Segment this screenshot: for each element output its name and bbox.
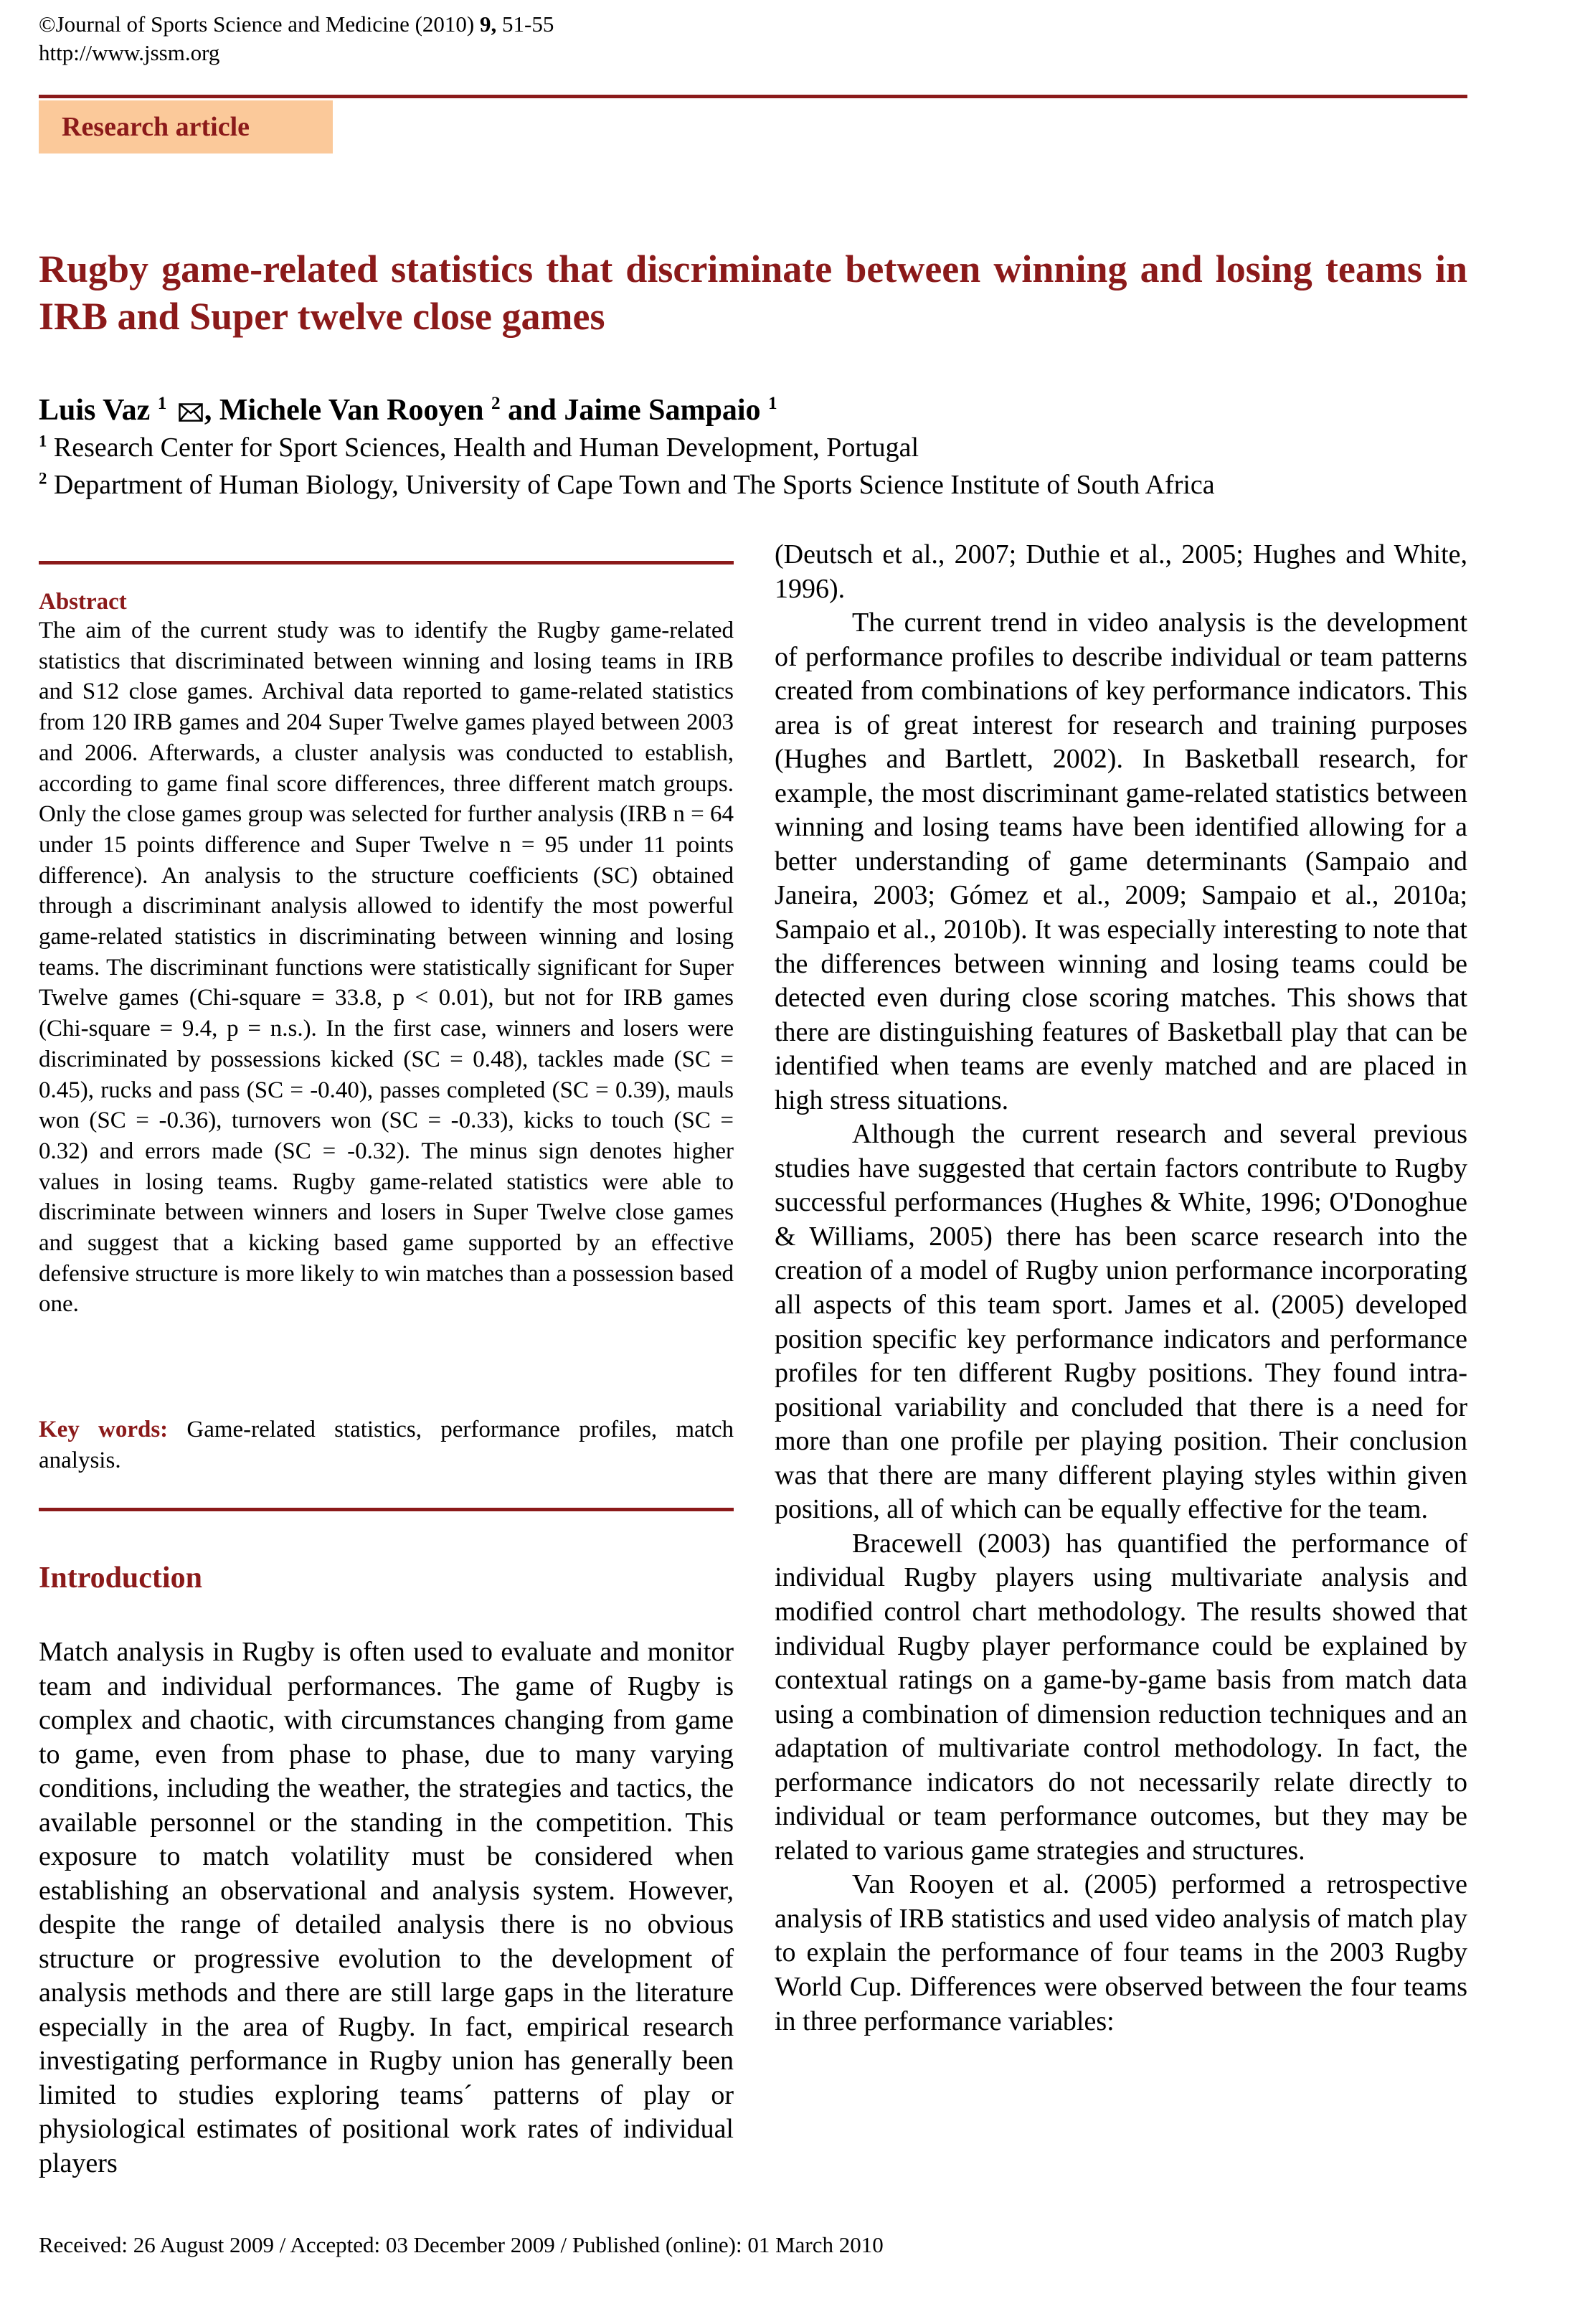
affiliation-number: 1 [39, 432, 47, 450]
article-type-label: Research article [39, 100, 333, 153]
abstract-heading: Abstract [39, 589, 127, 615]
author-affiliation-mark: 1 [157, 394, 167, 413]
journal-pages: 51-55 [502, 11, 554, 37]
affiliation [39, 466, 1215, 504]
abstract-top-divider [39, 561, 734, 565]
author-name: Luis Vaz [39, 394, 151, 427]
affiliation-text: Research Center for Sport Sciences, Health and Human Development, Portugal [53, 433, 919, 463]
affiliation [39, 429, 919, 466]
author-affiliation-mark: 1 [768, 394, 777, 413]
header-divider [39, 95, 1467, 98]
affiliation-number: 2 [39, 469, 47, 488]
author-affiliation-mark: 2 [491, 394, 501, 413]
journal-volume: 9, [480, 11, 497, 37]
article-title: Rugby game-related statistics that discriminate between winning and losing teams in IRB and Super twelve close games [39, 247, 1467, 338]
journal-url[interactable]: http://www.jssm.org [39, 40, 220, 65]
abstract-text: The aim of the current study was to identify the Rugby game-related statistics that discriminated between winning and losing teams in IRB and S12 close games. Archival data reported to game-related statistics from 120 IRB games and 204 Super Twelve games played between 2003 and 2006. Afterwards, a cluster analysis was conducted to establish, according to game final score differences, three different match groups. Only the close games group was selected for further analysis (IRB n = 64 under 15 points difference and Super Twelve n = 95 under 11 points difference). An analysis to the structure coefficients (SC) obtained through a discriminant analysis allowed to identify the most powerful game-related statistics in discriminating between winning and losing teams. The discriminant functions were statistically significant for Super Twelve games (Chi-square = 33.8, p < 0.01), but not for IRB games (Chi-square = 9.4, p = n.s.). In the first case, winners and losers were discriminated by possessions kicked (SC = 0.48), tackles made (SC = 0.45), rucks and pass (SC = -0.40), passes completed (SC = 0.39), mauls won (SC = -0.36), turnovers won (SC = -0.33), kicks to touch (SC = 0.32) and errors made (SC = -0.32). The minus sign denotes higher values in losing teams. Rugby game-related statistics were able to discriminate between winners and losers in Super Twelve close games and suggest that a kicking based game supported by an effective defensive structure is more likely to win matches than a possession based one. [39, 618, 734, 1318]
keywords-label: Key words: [39, 1417, 169, 1442]
keywords [39, 1414, 734, 1476]
publication-dates: Received: 26 August 2009 / Accepted: 03 December 2009 / Published (online): 01 March 2010 [39, 2232, 884, 2257]
introduction-paragraph: Bracewell (2003) has quantified the performance of individual Rugby players using multivariate analysis and modified control chart methodology. The results showed that individual Rugby player performance could be explained by contextual ratings on a game-by-game basis from match data using a combination of dimension reduction techniques and an adaptation of multivariate control methodology. In fact, the performance indicators do not necessarily relate directly to individual or team performance outcomes, but they may be related to various game strategies and structures. [775, 1528, 1467, 1866]
author-list [39, 389, 777, 434]
journal-citation [39, 10, 554, 39]
introduction-paragraph: The current trend in video analysis is the development of performance profiles to describe individual or team patterns created from combinations of key performance indicators. This area is of great interest for research and training purposes (Hughes and Bartlett, 2002). In Basketball research, for example, the most discriminant game-related statistics between winning and losing teams have been identified allowing for a better understanding of game determinants (Sampaio and Janeira, 2003; Gómez et al., 2009; Sampaio et al., 2010a; Sampaio et al., 2010b). It was especially interesting to note that the differences between winning and losing teams could be detected even during close scoring matches. This shows that there are distinguishing features of Basketball play that can be identified when teams are evenly matched and are placed in high stress situations. [775, 608, 1467, 1115]
introduction-paragraph: Although the current research and several previous studies have suggested that certain factors contribute to Rugby successful performances (Hughes & White, 1996; O'Donoghue & Williams, 2005) there has been scarce research into the creation of a model of Rugby union performance incorporating all aspects of this team sport. James et al. (2005) developed position specific key performance indicators and performance profiles for ten different Rugby positions. They found intra-positional variability and concluded that there is a need for more than one profile per playing position. Their conclusion was that there are many different playing styles within given positions, all of which can be equally effective for the team. [775, 1119, 1467, 1525]
author-name: , Michele Van Rooyen [204, 394, 484, 427]
introduction-paragraph: Match analysis in Rugby is often used to evaluate and monitor team and individual performances. The game of Rugby is complex and chaotic, with circumstances changing from game to game, even from phase to phase, due to many varying conditions, including the weather, the strategies and tactics, the available personnel or the standing in the competition. This exposure to match volatility must be considered when establishing an observational and analysis system. However, despite the range of detailed analysis there is no obvious structure or progressive evolution to the development of analysis methods and there are still large gaps in the literature especially in the area of Rugby. In fact, empirical research investigating performance in Rugby union has generally been limited to studies exploring teams´ patterns of play or physiological estimates of positional work rates of individual players [39, 1637, 734, 2178]
keywords-text: Game-related statistics, performance profiles, match analysis. [39, 1417, 734, 1473]
author-name: and Jaime Sampaio [508, 394, 761, 427]
abstract-bottom-divider [39, 1508, 734, 1511]
introduction-heading: Introduction [39, 1562, 202, 1595]
envelope-icon[interactable] [179, 391, 203, 434]
right-column [775, 538, 1467, 2039]
introduction-paragraph-continued: (Deutsch et al., 2007; Duthie et al., 2005; Hughes and White, 1996). [775, 539, 1467, 604]
introduction-paragraph: Van Rooyen et al. (2005) performed a retrospective analysis of IRB statistics and used video analysis of match play to explain the performance of four teams in the 2003 Rugby World Cup. Differences were observed between the four teams in three performance variables: [775, 1869, 1467, 2036]
affiliation-text: Department of Human Biology, University of Cape Town and The Sports Science Institute of South Africa [53, 470, 1215, 500]
journal-name: ©Journal of Sports Science and Medicine (2010) [39, 11, 475, 37]
